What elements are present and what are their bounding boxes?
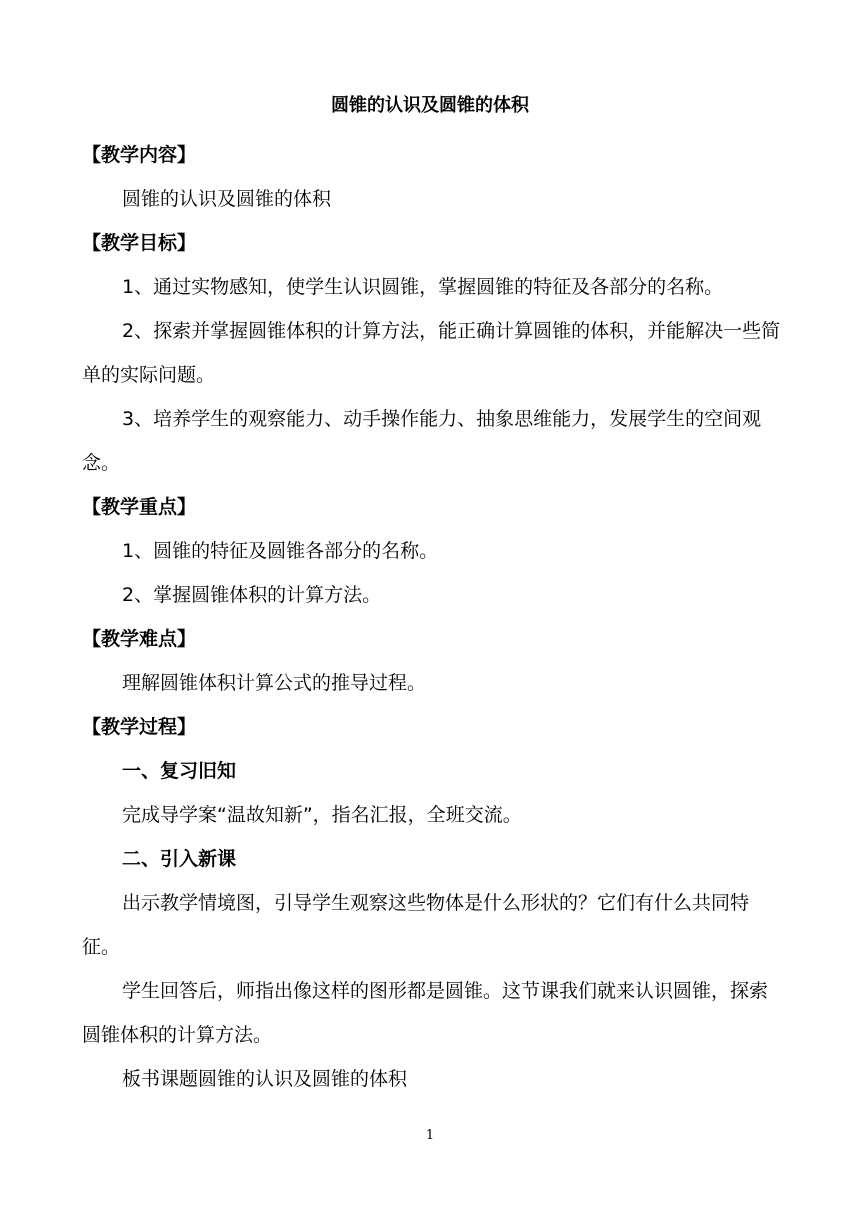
goal-item-2: 2、探索并掌握圆锥体积的计算方法，能正确计算圆锥的体积，并能解决一些简单的实际问题。 <box>82 320 781 386</box>
goal-item-1: 1、通过实物感知，使学生认识圆锥，掌握圆锥的特征及各部分的名称。 <box>122 276 724 298</box>
page-number: 1 <box>425 1128 435 1143</box>
difficulty-text: 理解圆锥体积计算公式的推导过程。 <box>122 672 427 694</box>
step-introduce-text-1: 出示教学情境图，引导学生观察这些物体是什么形状的？它们有什么共同特征。 <box>82 892 750 958</box>
section-heading-process: 【教学过程】 <box>82 716 197 738</box>
section-heading-key-points: 【教学重点】 <box>82 496 197 518</box>
document-title: 圆锥的认识及圆锥的体积 <box>331 95 529 116</box>
goal-item-3: 3、培养学生的观察能力、动手操作能力、抽象思维能力，发展学生的空间观念。 <box>82 408 762 474</box>
step-heading-introduce: 二、引入新课 <box>122 848 237 870</box>
document-body <box>82 133 782 1101</box>
section-heading-difficulty: 【教学难点】 <box>82 628 197 650</box>
key-point-2: 2、掌握圆锥体积的计算方法。 <box>122 584 382 606</box>
section-heading-goals: 【教学目标】 <box>82 232 197 254</box>
section-heading-content: 【教学内容】 <box>82 144 197 166</box>
content-text: 圆锥的认识及圆锥的体积 <box>122 188 332 210</box>
step-review-text: 完成导学案“温故知新”，指名汇报，全班交流。 <box>122 804 522 826</box>
step-introduce-text-3: 板书课题圆锥的认识及圆锥的体积 <box>122 1068 408 1090</box>
step-heading-review: 一、复习旧知 <box>122 760 237 782</box>
step-introduce-text-2: 学生回答后，师指出像这样的图形都是圆锥。这节课我们就来认识圆锥，探索圆锥体积的计算方法。 <box>82 980 769 1046</box>
key-point-1: 1、圆锥的特征及圆锥各部分的名称。 <box>122 540 439 562</box>
